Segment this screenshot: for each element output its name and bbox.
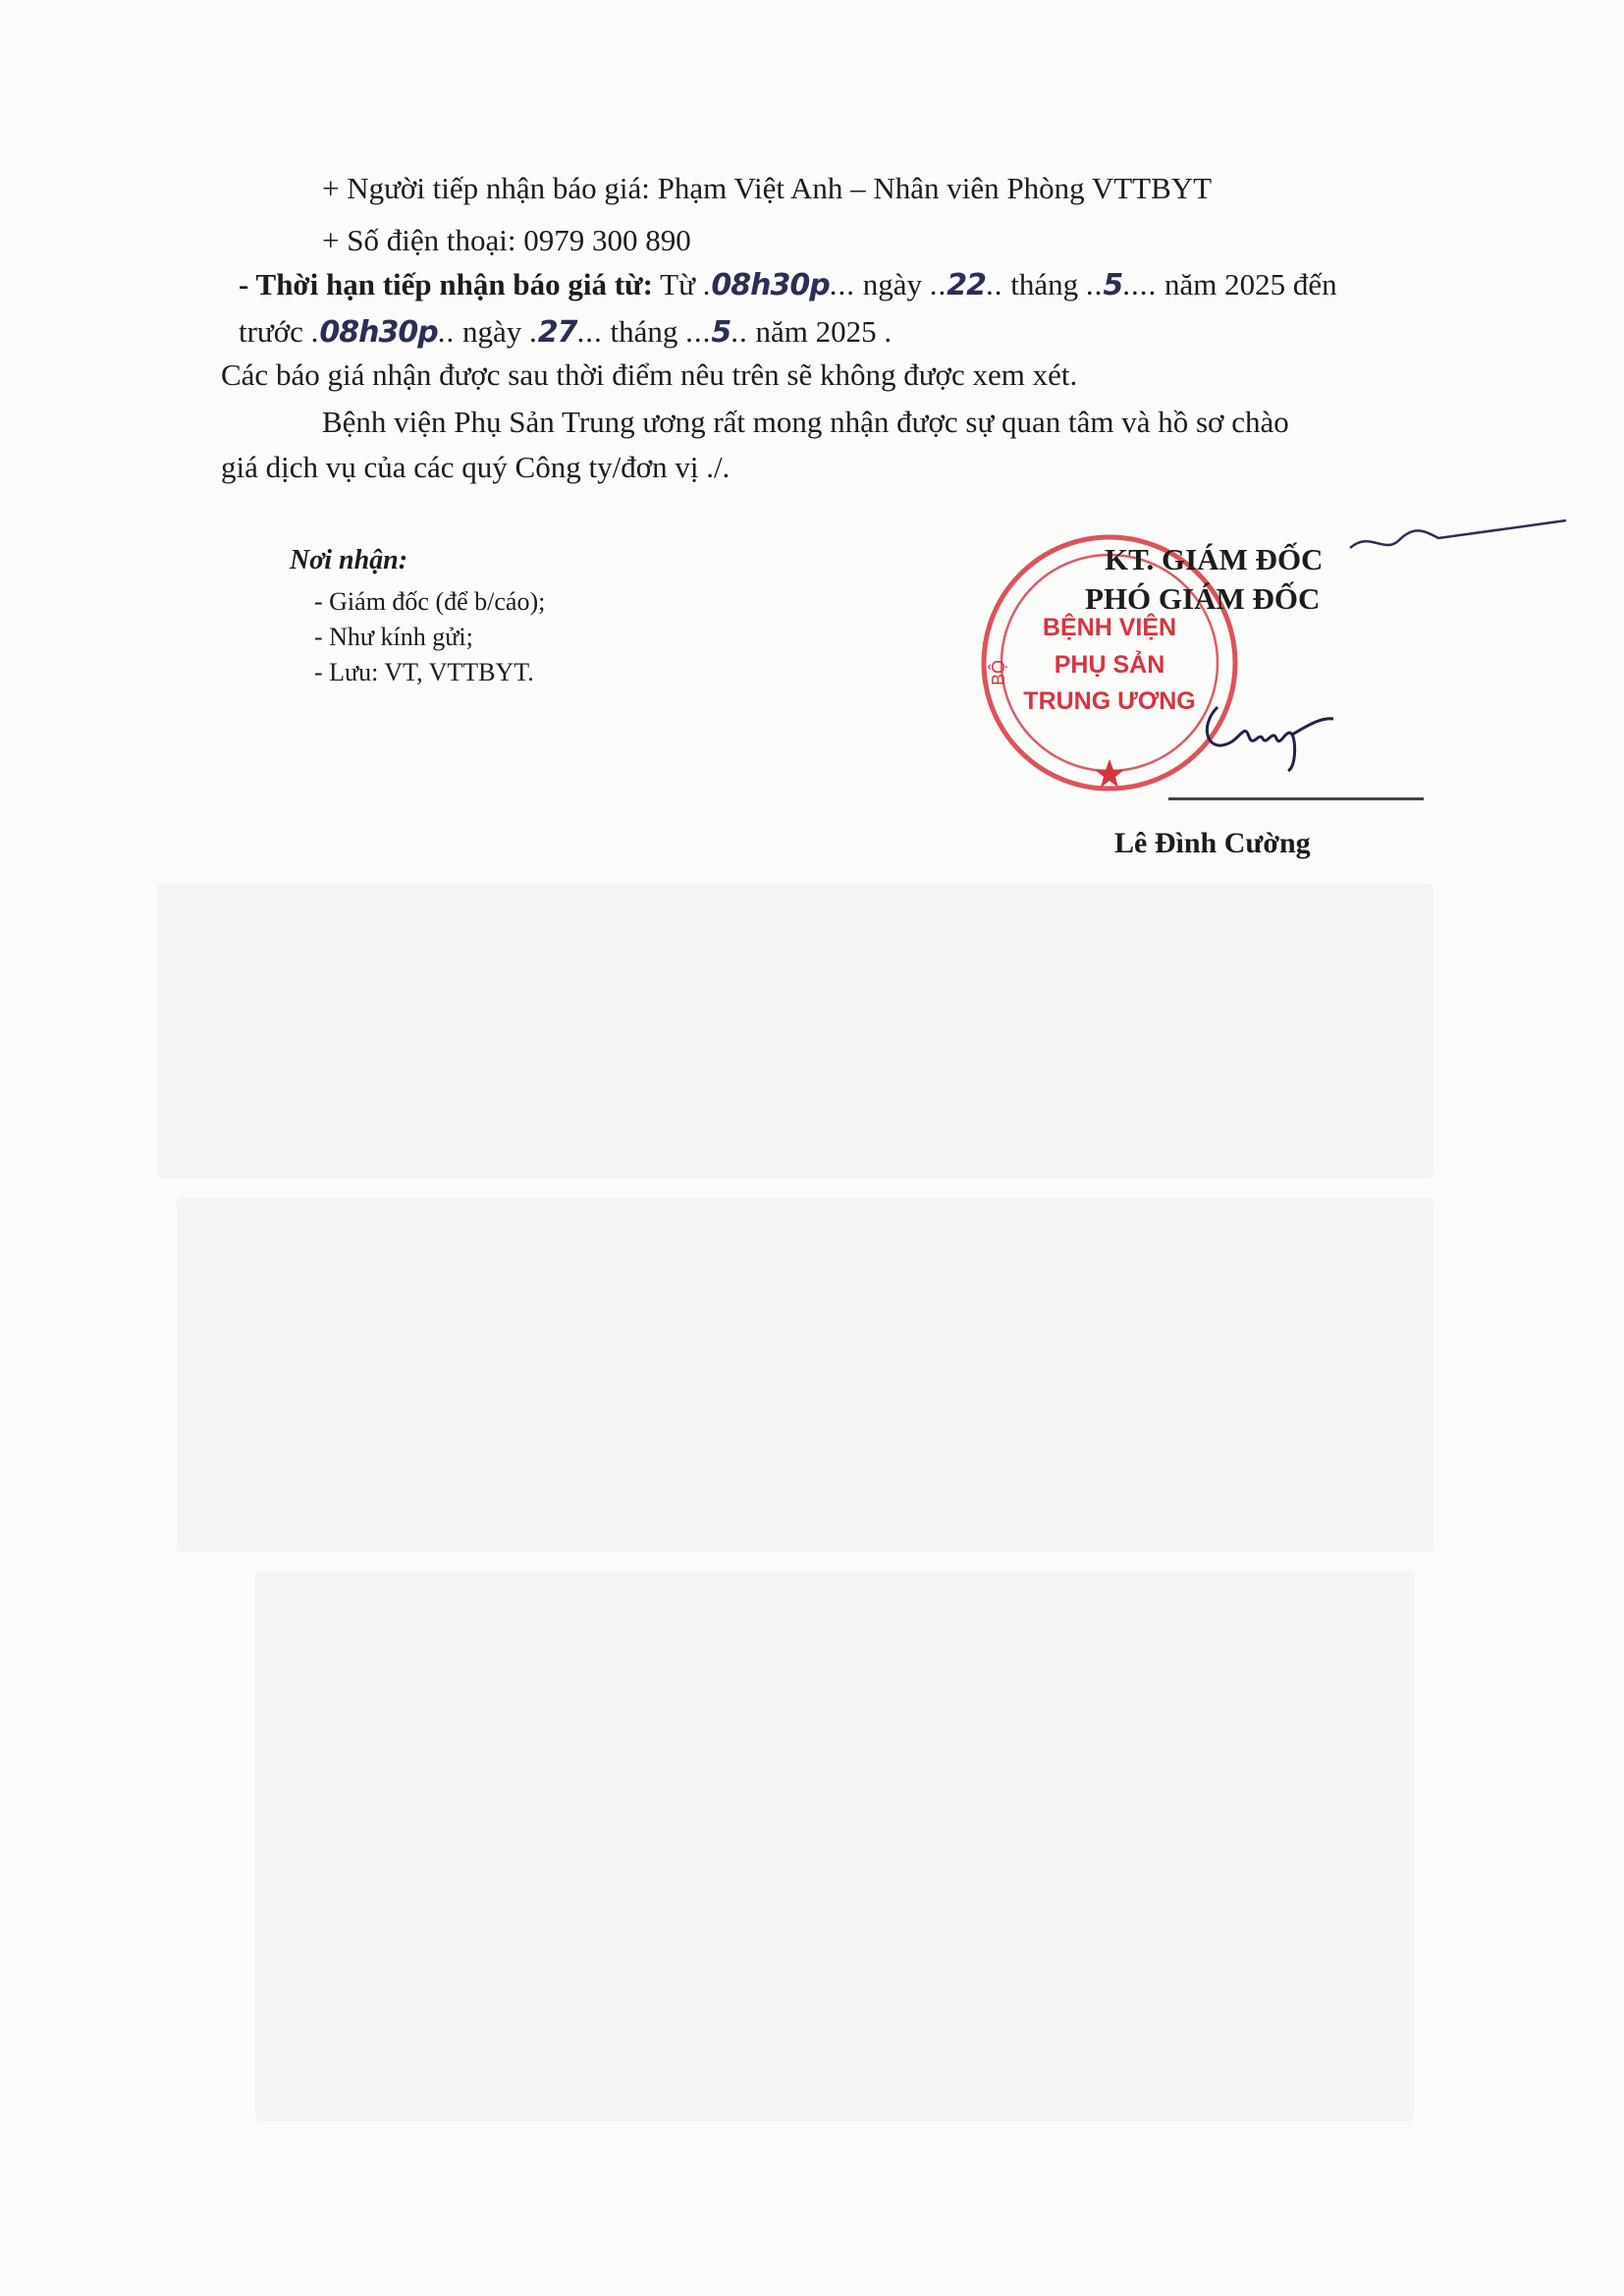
- receiver-line: + Người tiếp nhận báo giá: Phạm Việt Anh – Nhân viên Phòng VTTBYT: [322, 171, 1213, 205]
- from-year-text: năm 2025 đến: [1164, 267, 1337, 301]
- stamp-text-line3: TRUNG ƯƠNG: [1023, 687, 1196, 715]
- recipients-title: Nơi nhận:: [290, 545, 408, 575]
- bleed-through-area: [255, 1571, 1414, 2121]
- stamp-star-icon: [1095, 759, 1124, 788]
- signature-title-1: KT. GIÁM ĐỐC: [1105, 542, 1324, 576]
- bleed-through-area: [157, 884, 1434, 1178]
- late-note: Các báo giá nhận được sau thời điểm nêu trên sẽ không được xem xét.: [221, 357, 1078, 392]
- to-year-text: năm 2025 .: [755, 314, 893, 349]
- signer-name: Lê Đình Cường: [1114, 827, 1311, 859]
- phone-line: + Số điện thoại: 0979 300 890: [322, 223, 691, 257]
- closing-line-1: Bệnh viện Phụ Sản Trung ương rất mong nhận được sự quan tâm và hồ sơ chào: [322, 405, 1289, 439]
- recipient-item: - Giám đốc (để b/cáo);: [314, 587, 546, 616]
- from-month-handwritten: 5: [1103, 268, 1123, 302]
- to-day-handwritten: 27: [537, 315, 577, 350]
- stamp-side-text: BỘ: [989, 659, 1008, 686]
- initial-flourish-icon: [1345, 511, 1571, 570]
- stamp-text-line2: PHỤ SẢN: [1054, 651, 1165, 679]
- handwritten-signature-icon: [1198, 687, 1335, 776]
- from-day-handwritten: 22: [947, 268, 986, 302]
- stamp-text-line1: BỆNH VIỆN: [1042, 614, 1177, 641]
- from-month-label: tháng: [1010, 267, 1079, 301]
- to-month-handwritten: 5: [711, 315, 731, 350]
- signature-title-2: PHÓ GIÁM ĐỐC: [1085, 581, 1321, 616]
- to-prefix: trước: [239, 314, 303, 349]
- deadline-line-1: - Thời hạn tiếp nhận báo giá từ: Từ .08h30p... ngày ..22.. tháng ..5.... năm 2025 đến: [239, 267, 1337, 302]
- from-time-handwritten: 08h30p: [711, 268, 830, 302]
- to-day-label: ngày: [461, 314, 522, 349]
- to-time-handwritten: 08h30p: [319, 315, 438, 350]
- from-day-label: ngày: [862, 267, 922, 301]
- recipient-item: - Như kính gửi;: [314, 623, 473, 651]
- deadline-label: - Thời hạn tiếp nhận báo giá từ:: [239, 267, 653, 301]
- bleed-through-area: [177, 1198, 1434, 1552]
- from-prefix: Từ: [660, 267, 695, 301]
- deadline-line-2: trước .08h30p.. ngày .27... tháng ...5.. năm 2025 .: [239, 314, 893, 350]
- signature-underline: [1168, 797, 1424, 800]
- closing-line-2: giá dịch vụ của các quý Công ty/đơn vị ./.: [221, 450, 731, 484]
- recipient-item: - Lưu: VT, VTTBYT.: [314, 658, 534, 686]
- to-month-label: tháng: [610, 314, 678, 349]
